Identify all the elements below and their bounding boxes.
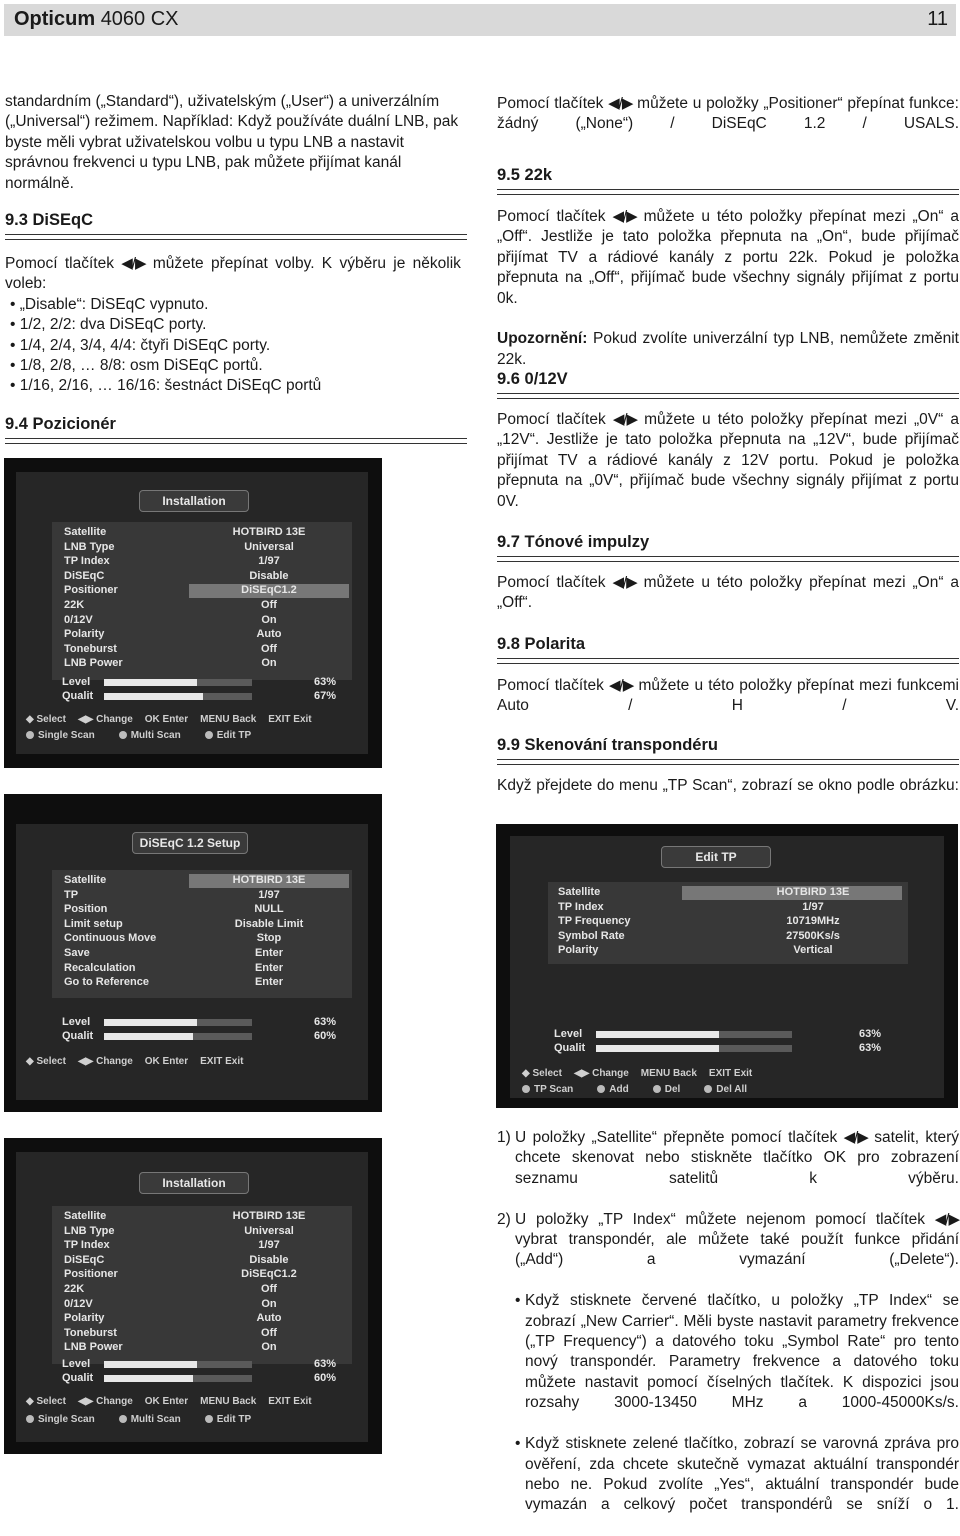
section-9-7-title: 9.7 Tónové impulzy xyxy=(497,533,650,551)
screen-title: Installation xyxy=(139,1172,249,1194)
brand-name: Opticum xyxy=(14,8,96,30)
menu-row-label: LNB Power xyxy=(64,657,123,670)
menu-row-value: Enter xyxy=(254,947,284,959)
bar-fill xyxy=(596,1031,719,1038)
brand xyxy=(14,8,179,31)
left-right-arrows-icon: ◀/▶ xyxy=(608,95,633,112)
menu-row-value: On xyxy=(261,613,277,626)
section-9-9-title: 9.9 Skenování transpondéru xyxy=(497,736,718,754)
bar-fill xyxy=(104,679,197,686)
menu-row-value: Vertical xyxy=(793,944,833,957)
menu-row-value: Enter xyxy=(254,961,284,974)
blue-dot-icon xyxy=(704,1085,712,1093)
list-item: • 1/8, 2/8, … 8/8: osm DiSEqC portů. xyxy=(10,357,263,375)
menu-row-label: Satellite xyxy=(64,874,107,886)
menu-row-label: Limit setup xyxy=(64,917,123,930)
menu-row-label: Save xyxy=(64,947,90,959)
red-dot-icon xyxy=(26,731,34,739)
menu-row-value: 27500Ks/s xyxy=(786,929,840,942)
menu-row-value: On xyxy=(261,1297,277,1310)
menu-row-value: NULL xyxy=(254,903,284,916)
section-rule xyxy=(497,393,959,399)
menu-row-label: 22K xyxy=(64,599,85,611)
menu-row-label: LNB Type xyxy=(64,540,115,553)
screen-footer-keys: ◆ Select ◀▶ Change OK Enter EXIT Exit xyxy=(26,1056,244,1067)
menu-row-value: Off xyxy=(261,1326,277,1339)
quality-bar xyxy=(104,1375,252,1382)
menu-row-label: Positioner xyxy=(64,1268,118,1281)
section-9-6-title: 9.6 0/12V xyxy=(497,370,568,388)
left-right-arrows-icon: ◀/▶ xyxy=(612,411,638,428)
screen-footer-colors: TP Scan Add Del Del All xyxy=(522,1084,771,1095)
menu-row-value: DiSEqC1.2 xyxy=(241,584,297,597)
level-bar xyxy=(104,679,252,686)
section-rule xyxy=(5,438,467,444)
menu-row-label: TP Frequency xyxy=(558,915,631,928)
red-dot-icon xyxy=(522,1085,530,1093)
menu-row-value: HOTBIRD 13E xyxy=(232,874,306,886)
yellow-dot-icon xyxy=(653,1085,661,1093)
menu-row-label: LNB Type xyxy=(64,1224,115,1237)
screenshot-edit-tp: Edit TP Satellite HOTBIRD 13E TP Index 1/97 TP Frequency 10719MHz Symbol Rate 27500Ks/s Polarity Vertical Level 63% Qualit 63% ◆ Select ◀▶ Change MENU Back EXIT Exit TP Scan Add Del Del All xyxy=(496,824,958,1108)
menu-row-value: Off xyxy=(261,1283,277,1295)
menu-row-label: Satellite xyxy=(64,1210,107,1222)
positioner-paragraph: Pomocí tlačítek ◀/▶ můžete u položky „Positioner“ přepínat funkce: žádný („None“) / DiSEqC 1.2 / USALS. xyxy=(497,95,959,133)
section-9-3-body: Pomocí tlačítek ◀/▶ můžete přepínat volby. K výběru je několik voleb: • „Disable“: DiSEqC vypnuto. • 1/2, 2/2: dva DiSEqC porty. • 1/4, 2/4, 3/4, 4/4: čtyři DiSEqC porty. • 1/8, 2/8, … 8/8: osm DiSEqC portů. • 1/16, 2/16, … 16/16: šestnáct DiSEqC portů xyxy=(5,254,467,397)
menu-row-label: DiSEqC xyxy=(64,1253,105,1266)
quality-bar xyxy=(596,1045,792,1052)
quality-bar xyxy=(104,693,252,700)
level-bar xyxy=(104,1361,252,1368)
screen-footer-keys: ◆ Select ◀▶ Change OK Enter MENU Back EXIT Exit xyxy=(26,714,312,725)
intro-paragraph: standardním („Standard“), uživatelským („User“) a univerzálním („Universal“) režimem. Například: Když používáte duální LNB, pak byste měli vybrat uživatelskou volbu u typu LNB a nastavit správnou frekvenci u typu LNB, pak můžete přijímat kanál normálně. xyxy=(5,93,459,192)
bar-fill xyxy=(104,693,203,700)
menu-row-value: Enter xyxy=(254,976,284,989)
bar-fill xyxy=(104,1361,197,1368)
menu-row-label: TP Index xyxy=(64,1239,110,1252)
menu-row-value: HOTBIRD 13E xyxy=(232,1210,306,1222)
list-item: • 1/4, 2/4, 3/4, 4/4: čtyři DiSEqC porty. xyxy=(10,336,271,354)
menu-row-label: Satellite xyxy=(558,886,601,898)
menu-row-label: Go to Reference xyxy=(64,976,149,989)
menu-row-label: TP Index xyxy=(558,900,604,913)
menu-row-label: Toneburst xyxy=(64,642,117,655)
section-9-6-body: Pomocí tlačítek ◀/▶ můžete u této položky přepínat mezi „0V“ a „12V“. Jestliže je tato položka přepnuta na „12V“, bude přijímač přijímat TV a rádiové kanály z 12V portu. Pokud je položka přepnuta na „0V“, přijímač bude všechny signály přijímat z portu 0V. xyxy=(497,411,959,510)
menu-row-value: Auto xyxy=(256,1312,282,1325)
menu-row-value: Auto xyxy=(256,628,282,641)
section-rule xyxy=(5,234,467,240)
level-bar xyxy=(596,1031,792,1038)
menu-row-label: Continuous Move xyxy=(64,932,157,945)
list-item: • 1/2, 2/2: dva DiSEqC porty. xyxy=(10,316,207,334)
screenshot-diseqc-setup: DiSEqC 1.2 Setup Satellite HOTBIRD 13E TP 1/97 Position NULL Limit setup Disable Limit Continuous Move Stop Save Enter Recalculation Enter Go to Reference Enter Level 63% Qualit 60% ◆ Select ◀▶ Change OK Enter EXIT Exit xyxy=(4,794,382,1112)
section-9-9-body: Když přejdete do menu „TP Scan“, zobrazí se okno podle obrázku: xyxy=(497,777,959,794)
menu-row-value: HOTBIRD 13E xyxy=(776,886,850,898)
screen-footer-colors: Single Scan Multi Scan Edit TP xyxy=(26,730,275,741)
list-item: 2) U položky „TP Index“ můžete nejenom pomocí tlačítek ◀/▶ vybrat transpondér, ale můžete také použít funkce přidání („Add“) a vymazání („Delete“). xyxy=(497,1210,959,1269)
menu-row-value: Universal xyxy=(244,540,294,553)
menu-row-label: Polarity xyxy=(64,1312,105,1325)
left-right-arrows-icon: ◀/▶ xyxy=(121,255,146,272)
menu-row-label: 22K xyxy=(64,1283,85,1295)
section-9-8-title: 9.8 Polarita xyxy=(497,635,586,653)
left-right-arrows-icon: ◀/▶ xyxy=(843,1129,868,1146)
menu-row-value: 10719MHz xyxy=(786,915,840,928)
menu-row-value: Stop xyxy=(256,932,282,945)
menu-row-label: Positioner xyxy=(64,584,118,597)
menu-row-label: Recalculation xyxy=(64,961,136,974)
quality-bar xyxy=(104,1033,252,1040)
section-rule xyxy=(497,759,959,765)
left-right-arrows-icon: ◀/▶ xyxy=(612,574,637,591)
list-item: • Když stisknete zelené tlačítko, zobrazí se varovná zpráva pro ověření, zda chcete skutečně vymazat aktuální transpondér nebo ne. Pokud zvolíte „Yes“, aktuální transpondér bude vymazán a celkový počet transpondérů se sníží o 1. xyxy=(515,1435,959,1514)
screen-title: Edit TP xyxy=(661,846,771,868)
menu-row-value: Disable xyxy=(249,569,289,582)
section-9-7-body: Pomocí tlačítek ◀/▶ můžete u této položky přepínat mezi „On“ a „Off“. xyxy=(497,574,959,612)
menu-row-value: 1/97 xyxy=(258,1239,280,1252)
model-name: 4060 CX xyxy=(100,8,179,30)
menu-row-label: DiSEqC xyxy=(64,569,105,582)
green-dot-icon xyxy=(119,1415,127,1423)
screen-title: DiSEqC 1.2 Setup xyxy=(132,832,248,854)
screen-footer-keys: ◆ Select ◀▶ Change MENU Back EXIT Exit xyxy=(522,1068,753,1079)
green-dot-icon xyxy=(597,1085,605,1093)
menu-row-value: On xyxy=(261,1341,277,1354)
list-item: • „Disable“: DiSEqC vypnuto. xyxy=(10,295,209,313)
yellow-dot-icon xyxy=(205,1415,213,1423)
bar-fill xyxy=(104,1375,193,1382)
menu-row-value: 1/97 xyxy=(258,888,280,901)
section-rule xyxy=(497,189,959,195)
section-rule xyxy=(497,556,959,562)
screenshot-installation: Installation Satellite HOTBIRD 13E LNB Type Universal TP Index 1/97 DiSEqC Disable Positioner DiSEqC1.2 22K Off 0/12V On Polarity Auto Toneburst Off LNB Power On Level 63% Qualit 67% ◆ Select ◀▶ Change OK Enter MENU Back EXIT Exit Single Scan Multi Scan Edit TP xyxy=(4,458,382,768)
left-right-arrows-icon: ◀/▶ xyxy=(609,677,634,694)
warning-label: Upozornění: xyxy=(497,330,588,348)
yellow-dot-icon xyxy=(205,731,213,739)
bar-fill xyxy=(104,1019,197,1026)
bar-fill xyxy=(104,1033,193,1040)
section-9-4-title: 9.4 Pozicionér xyxy=(5,415,116,433)
screen-footer-colors: Single Scan Multi Scan Edit TP xyxy=(26,1414,275,1425)
page-header xyxy=(4,4,956,36)
menu-row-label: Polarity xyxy=(64,628,105,641)
section-9-5-body: Pomocí tlačítek ◀/▶ můžete u této položky přepínat mezi „On“ a „Off“. Jestliže je tato položka přepnuta na „On“, bude přijímač přijímat TV a rádiové kanály z portu 22k. Pokud je položka přepnuta na „Off“, přijímač bude všechny signály přijímat z portu 0k. Upozornění: Pokud zvolíte univerzální typ LNB, nemůžete změnit 22k. xyxy=(497,208,959,368)
menu-row-label: 0/12V xyxy=(64,1297,93,1310)
menu-row-label: Polarity xyxy=(558,944,599,957)
bar-fill xyxy=(596,1045,719,1052)
section-9-5-title: 9.5 22k xyxy=(497,166,553,184)
menu-row-value: Universal xyxy=(244,1224,294,1237)
diseqc-options-list xyxy=(5,295,467,397)
left-right-arrows-icon: ◀/▶ xyxy=(612,208,637,225)
list-item: • Když stisknete červené tlačítko, u položky „TP Index“ se zobrazí „New Carrier“. Měli byste nastavit parametry frekvence („TP Frequency“) a datového toku „Symbol Rate“ pro tento nový transpondér. Parametry frekvence a datového toku můžete nastavit pomocí číselných tlačítek. K dispozici jsou rozsahy 3000-13450 MHz a 1000-45000Ks/s. xyxy=(515,1292,959,1412)
menu-row-value: Off xyxy=(261,599,277,611)
screen-footer-keys: ◆ Select ◀▶ Change OK Enter MENU Back EXIT Exit xyxy=(26,1396,312,1407)
menu-row-value: DiSEqC1.2 xyxy=(241,1268,297,1281)
list-item: 1) U položky „Satellite“ přepněte pomocí tlačítek ◀/▶ satelit, který chcete skenovat nebo stiskněte tlačítko OK pro zobrazení seznamu satelitů k výběru. xyxy=(497,1129,959,1187)
menu-row-label: Satellite xyxy=(64,526,107,538)
list-item: • 1/16, 2/16, … 16/16: šestnáct DiSEqC portů xyxy=(10,377,322,395)
menu-row-label: LNB Power xyxy=(64,1341,123,1354)
left-right-arrows-icon: ◀/▶ xyxy=(934,1210,959,1228)
menu-row-value: Disable Limit xyxy=(234,917,304,930)
menu-row-value: 1/97 xyxy=(258,555,280,568)
menu-row-value: Off xyxy=(261,642,277,655)
section-9-8-body: Pomocí tlačítek ◀/▶ můžete u této položky přepínat mezi funkcemi Auto / H / V. xyxy=(497,677,959,715)
menu-row-label: 0/12V xyxy=(64,613,93,626)
menu-row-label: Symbol Rate xyxy=(558,929,625,942)
menu-row-value: 1/97 xyxy=(802,900,824,913)
green-dot-icon xyxy=(119,731,127,739)
level-bar xyxy=(104,1019,252,1026)
screenshot-installation-2: Installation Satellite HOTBIRD 13E LNB Type Universal TP Index 1/97 DiSEqC Disable Positioner DiSEqC1.2 22K Off 0/12V On Polarity Auto Toneburst Off LNB Power On Level 63% Qualit 60% ◆ Select ◀▶ Change OK Enter MENU Back EXIT Exit Single Scan Multi Scan Edit TP xyxy=(4,1138,382,1454)
section-rule xyxy=(497,658,959,664)
menu-row-label: TP xyxy=(64,888,79,901)
menu-row-label: Position xyxy=(64,903,108,916)
menu-row-value: Disable xyxy=(249,1253,289,1266)
menu-row-value: On xyxy=(261,657,277,670)
red-dot-icon xyxy=(26,1415,34,1423)
section-9-3-title: 9.3 DiSEqC xyxy=(5,211,94,229)
menu-row-value: HOTBIRD 13E xyxy=(232,526,306,538)
menu-row-label: Toneburst xyxy=(64,1326,117,1339)
menu-row-label: TP Index xyxy=(64,555,110,568)
page-number: 11 xyxy=(927,8,948,30)
screen-title: Installation xyxy=(139,490,249,512)
tp-scan-instructions xyxy=(497,1128,959,1536)
